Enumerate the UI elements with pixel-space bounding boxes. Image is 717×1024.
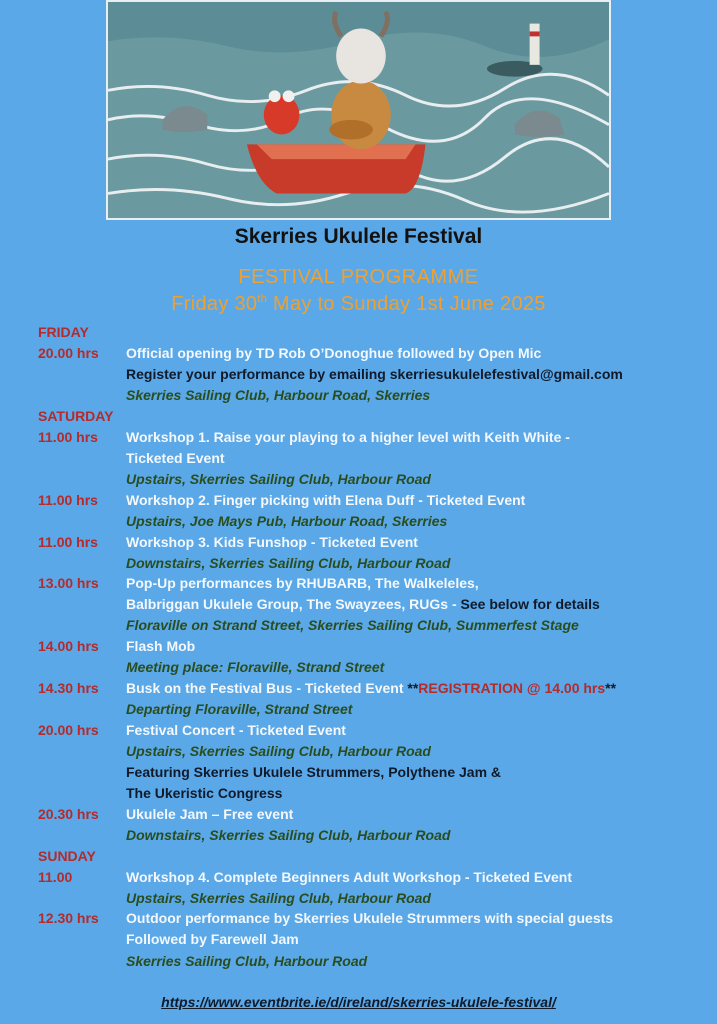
event-time: 11.00 hrs xyxy=(38,429,98,445)
saturday-heading-row xyxy=(0,406,717,427)
event-time: 12.30 hrs xyxy=(38,910,99,926)
event-title: Workshop 3. Kids Funshop - Ticketed Event xyxy=(126,534,418,550)
day-label-saturday: SATURDAY xyxy=(38,408,114,424)
programme-row xyxy=(0,825,717,846)
busk-title: Busk on the Festival Bus - Ticketed Event xyxy=(126,680,408,696)
featuring-note-continued: The Ukeristic Congress xyxy=(126,785,283,801)
event-title-continued: Followed by Farewell Jam xyxy=(126,931,299,947)
programme-row xyxy=(0,867,717,888)
event-location: Downstairs, Skerries Sailing Club, Harbour Road xyxy=(126,555,451,571)
sunday-heading-row xyxy=(0,846,717,867)
event-title: Flash Mob xyxy=(126,638,196,654)
event-title: Workshop 1. Raise your playing to a higher level with Keith White - xyxy=(126,429,570,445)
programme-row xyxy=(0,762,717,783)
event-time: 11.00 xyxy=(38,869,73,885)
registration-note: REGISTRATION @ 14.00 hrs xyxy=(418,680,606,696)
programme-row xyxy=(0,490,717,511)
programme-row xyxy=(0,343,717,364)
registration-marker: ** xyxy=(605,680,617,696)
programme-row xyxy=(0,427,717,448)
event-title: Pop-Up performances by RHUBARB, The Walkeleles, xyxy=(126,575,479,591)
event-time: 11.00 hrs xyxy=(38,534,98,550)
friday-heading-row xyxy=(0,322,717,343)
event-location: Upstairs, Joe Mays Pub, Harbour Road, Skerries xyxy=(126,513,448,529)
festival-illustration xyxy=(106,0,611,220)
programme-row xyxy=(0,929,717,950)
festival-title: Skerries Ukulele Festival xyxy=(234,225,483,248)
event-title xyxy=(126,678,616,699)
event-location: Floraville on Strand Street, Skerries Sailing Club, Summerfest Stage xyxy=(126,617,579,633)
event-title: Workshop 4. Complete Beginners Adult Workshop - Ticketed Event xyxy=(126,869,572,885)
programme-row xyxy=(0,469,717,490)
event-location: Skerries Sailing Club, Harbour Road, Skerries xyxy=(126,387,431,403)
featuring-note: Featuring Skerries Ukulele Strummers, Polythene Jam & xyxy=(126,764,502,780)
event-time: 14.30 hrs xyxy=(38,680,99,696)
date-start: Friday 30 xyxy=(171,293,258,315)
event-time: 13.00 hrs xyxy=(38,575,99,591)
programme-row xyxy=(0,783,717,804)
see-details-note: See below for details xyxy=(460,596,600,612)
date-range xyxy=(0,293,717,316)
event-title-continued: Ticketed Event xyxy=(126,450,225,466)
programme-row xyxy=(0,657,717,678)
day-label-sunday: SUNDAY xyxy=(38,848,96,864)
event-time: 11.00 hrs xyxy=(38,492,98,508)
event-location: Upstairs, Skerries Sailing Club, Harbour Road xyxy=(126,890,431,906)
programme-row xyxy=(0,553,717,574)
event-time: 20.00 hrs xyxy=(38,345,99,361)
event-location: Meeting place: Floraville, Strand Street xyxy=(126,659,385,675)
programme-row xyxy=(0,364,717,385)
register-note: Register your performance by emailing skerriesukulelefestival@gmail.com xyxy=(126,366,623,382)
programme-row xyxy=(0,699,717,720)
programme-row xyxy=(0,636,717,657)
event-title: Official opening by TD Rob O’Donoghue followed by Open Mic xyxy=(126,345,542,361)
eventbrite-link[interactable]: https://www.eventbrite.ie/d/ireland/skerries-ukulele-festival/ xyxy=(161,994,556,1010)
programme-row xyxy=(0,908,717,929)
event-time: 20.00 hrs xyxy=(38,722,99,738)
programme-row xyxy=(0,720,717,741)
date-end: May to Sunday 1st June 2025 xyxy=(267,293,546,315)
event-title: Outdoor performance by Skerries Ukulele Strummers with special guests xyxy=(126,910,614,926)
date-superscript: th xyxy=(257,293,268,305)
popup-groups: Balbriggan Ukulele Group, The Swayzees, RUGs - xyxy=(126,596,461,612)
event-title: Workshop 2. Finger picking with Elena Duff - Ticketed Event xyxy=(126,492,526,508)
registration-marker: ** xyxy=(407,680,419,696)
programme-row xyxy=(0,532,717,553)
programme-row xyxy=(0,678,717,699)
programme-row xyxy=(0,511,717,532)
event-location: Departing Floraville, Strand Street xyxy=(126,701,353,717)
event-title: Ukulele Jam – Free event xyxy=(126,806,294,822)
event-location: Downstairs, Skerries Sailing Club, Harbour Road xyxy=(126,827,451,843)
event-location: Upstairs, Skerries Sailing Club, Harbour Road xyxy=(126,743,431,759)
event-location: Skerries Sailing Club, Harbour Road xyxy=(126,953,368,969)
event-title-continued xyxy=(126,594,600,615)
programme-row xyxy=(0,804,717,825)
programme-row xyxy=(0,951,717,972)
programme-row xyxy=(0,385,717,406)
programme-row xyxy=(0,448,717,469)
event-time: 20.30 hrs xyxy=(38,806,99,822)
programme-heading: FESTIVAL PROGRAMME xyxy=(238,266,479,288)
programme-row xyxy=(0,573,717,594)
event-title: Festival Concert - Ticketed Event xyxy=(126,722,346,738)
programme-row xyxy=(0,615,717,636)
event-location: Upstairs, Skerries Sailing Club, Harbour Road xyxy=(126,471,431,487)
day-label-friday: FRIDAY xyxy=(38,324,89,340)
event-time: 14.00 hrs xyxy=(38,638,99,654)
programme-row xyxy=(0,888,717,909)
programme-row xyxy=(0,741,717,762)
programme-row xyxy=(0,594,717,615)
